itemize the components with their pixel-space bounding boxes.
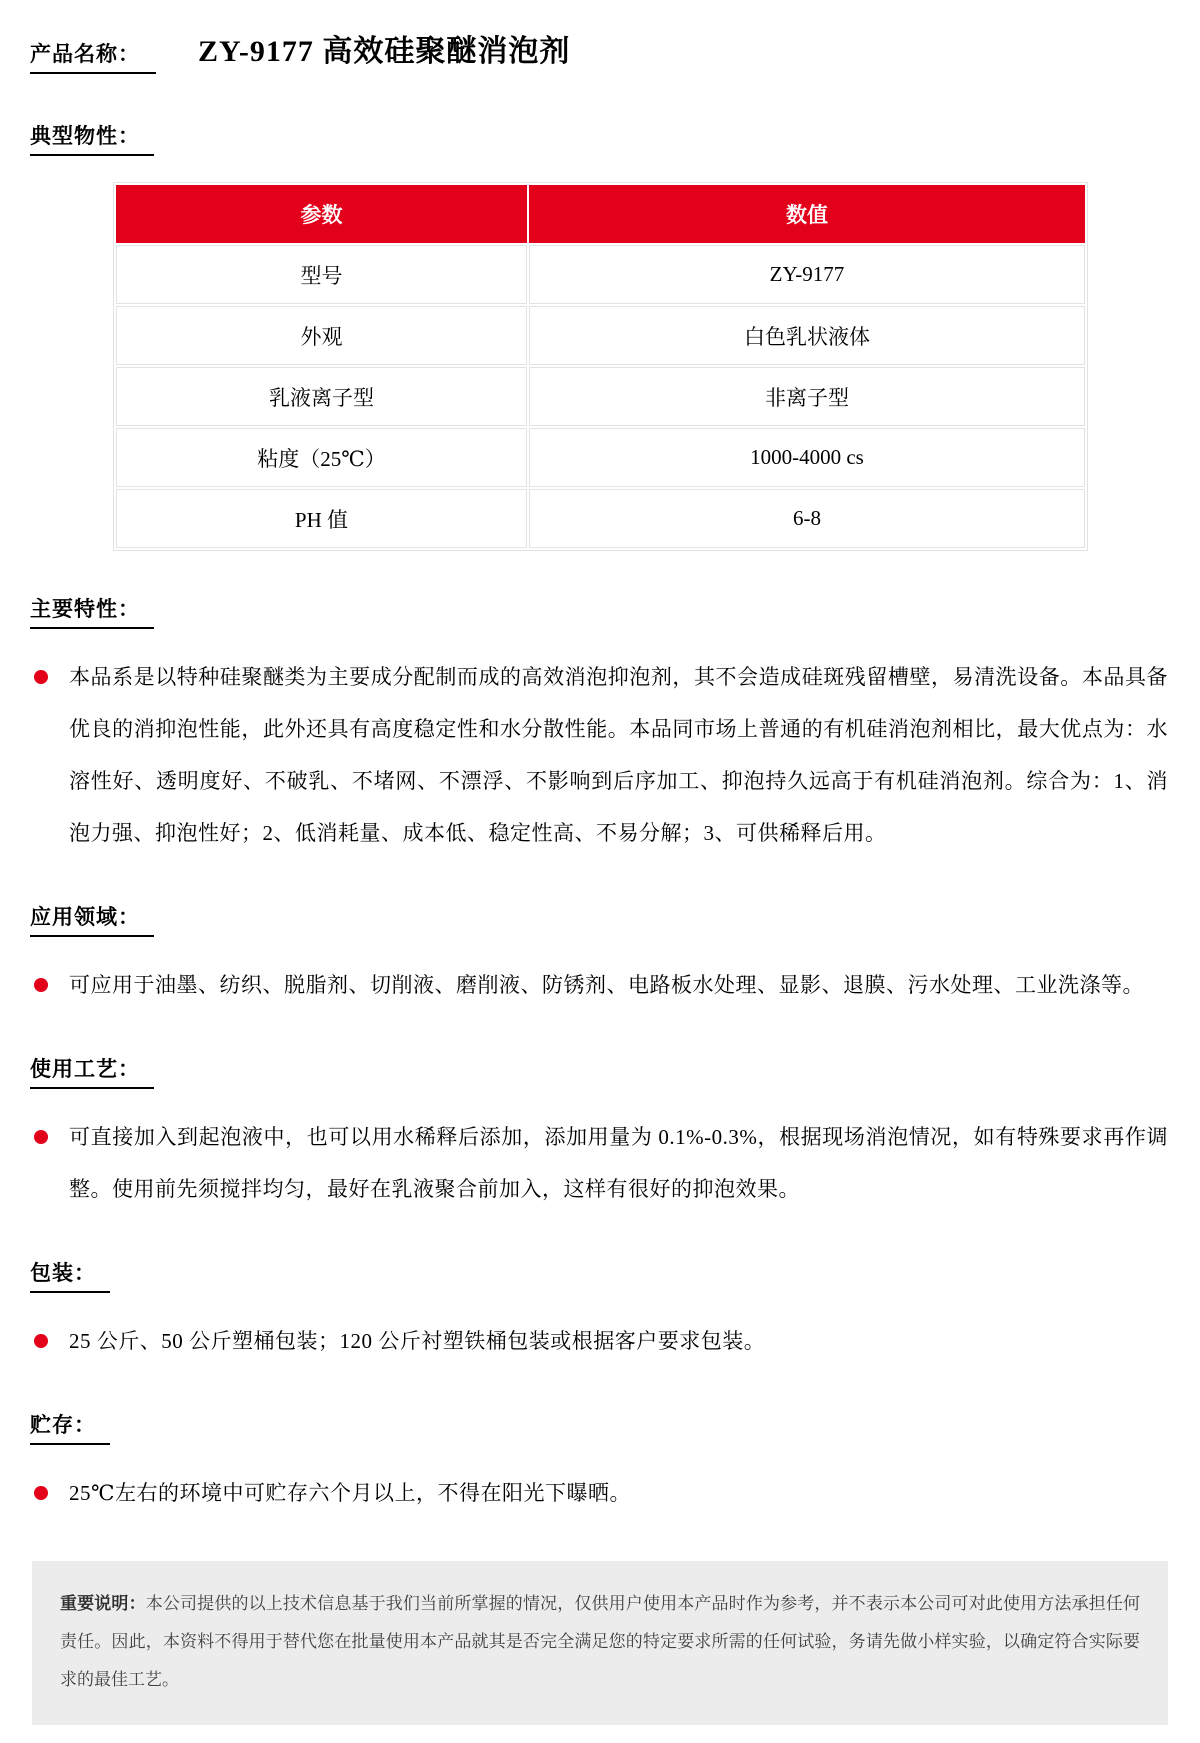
typical-properties-heading: 典型物性： — [30, 120, 154, 156]
feature-bullet-item — [30, 651, 1168, 859]
important-notice-text: 本公司提供的以上技术信息基于我们当前所掌握的情况，仅供用户使用本产品时作为参考，并不表示本公司可对此使用方法承担任何责任。因此，本资料不得用于替代您在批量使用本产品就其是否完全满足您的特定要求所需的任何试验，务请先做小样实验，以确定符合实际要求的最佳工艺。 — [60, 1594, 1141, 1689]
table-row — [116, 245, 1085, 304]
packaging-bullet-item — [30, 1315, 1168, 1367]
table-row — [116, 367, 1085, 426]
storage-bullet-text: 25℃左右的环境中可贮存六个月以上，不得在阳光下曝晒。 — [69, 1481, 631, 1505]
properties-table — [113, 182, 1088, 551]
storage-bullet-item — [30, 1467, 1168, 1519]
usage-heading: 使用工艺： — [30, 1053, 154, 1089]
bullet-dot-icon — [34, 978, 48, 992]
application-bullet-item — [30, 959, 1168, 1011]
important-notice-box — [32, 1561, 1168, 1725]
main-features-heading: 主要特性： — [30, 593, 154, 629]
cell-parameter: PH 值 — [116, 489, 527, 548]
cell-parameter: 外观 — [116, 306, 527, 365]
table-row — [116, 428, 1085, 487]
column-header-parameter: 参数 — [116, 185, 527, 243]
title-row — [30, 26, 1168, 74]
usage-bullet-item — [30, 1111, 1168, 1215]
properties-table-body — [116, 245, 1085, 548]
table-row — [116, 489, 1085, 548]
packaging-heading: 包装： — [30, 1257, 110, 1293]
packaging-bullet-text: 25 公斤、50 公斤塑桶包装；120 公斤衬塑铁桶包装或根据客户要求包装。 — [69, 1329, 766, 1353]
section-main-features — [30, 593, 1168, 859]
cell-parameter: 型号 — [116, 245, 527, 304]
bullet-dot-icon — [34, 1334, 48, 1348]
section-applications — [30, 901, 1168, 1011]
bullet-dot-icon — [34, 1130, 48, 1144]
cell-value: 6-8 — [529, 489, 1085, 548]
table-row — [116, 306, 1085, 365]
cell-parameter: 乳液离子型 — [116, 367, 527, 426]
applications-heading: 应用领域： — [30, 901, 154, 937]
usage-bullet-text: 可直接加入到起泡液中，也可以用水稀释后添加，添加用量为 0.1%-0.3%，根据现场消泡情况，如有特殊要求再作调整。使用前先须搅拌均匀，最好在乳液聚合前加入，这样有很好的抑泡效果。 — [69, 1125, 1168, 1201]
section-packaging — [30, 1257, 1168, 1367]
cell-value: ZY-9177 — [529, 245, 1085, 304]
table-header-row — [116, 185, 1085, 243]
bullet-dot-icon — [34, 670, 48, 684]
cell-parameter: 粘度（25℃） — [116, 428, 527, 487]
column-header-value: 数值 — [529, 185, 1085, 243]
bullet-dot-icon — [34, 1486, 48, 1500]
properties-table-head — [116, 185, 1085, 243]
cell-value: 1000-4000 cs — [529, 428, 1085, 487]
application-bullet-text: 可应用于油墨、纺织、脱脂剂、切削液、磨削液、防锈剂、电路板水处理、显影、退膜、污水处理、工业洗涤等。 — [69, 973, 1144, 997]
section-usage — [30, 1053, 1168, 1215]
product-name-label: 产品名称： — [30, 38, 156, 74]
section-typical-properties — [30, 120, 1168, 551]
cell-value: 白色乳状液体 — [529, 306, 1085, 365]
cell-value: 非离子型 — [529, 367, 1085, 426]
section-storage — [30, 1409, 1168, 1519]
storage-heading: 贮存： — [30, 1409, 110, 1445]
important-notice-label: 重要说明： — [60, 1594, 146, 1613]
feature-bullet-text: 本品系是以特种硅聚醚类为主要成分配制而成的高效消泡抑泡剂，其不会造成硅斑残留槽壁，易清洗设备。本品具备优良的消抑泡性能，此外还具有高度稳定性和水分散性能。本品同市场上普通的有机硅消泡剂相比，最大优点为：水溶性好、透明度好、不破乳、不堵网、不漂浮、不影响到后序加工、抑泡持久远高于有机硅消泡剂。综合为：1、消泡力强、抑泡性好；2、低消耗量、成本低、稳定性高、不易分解；3、可供稀释后用。 — [69, 665, 1168, 845]
product-title: ZY-9177 高效硅聚醚消泡剂 — [198, 35, 571, 68]
